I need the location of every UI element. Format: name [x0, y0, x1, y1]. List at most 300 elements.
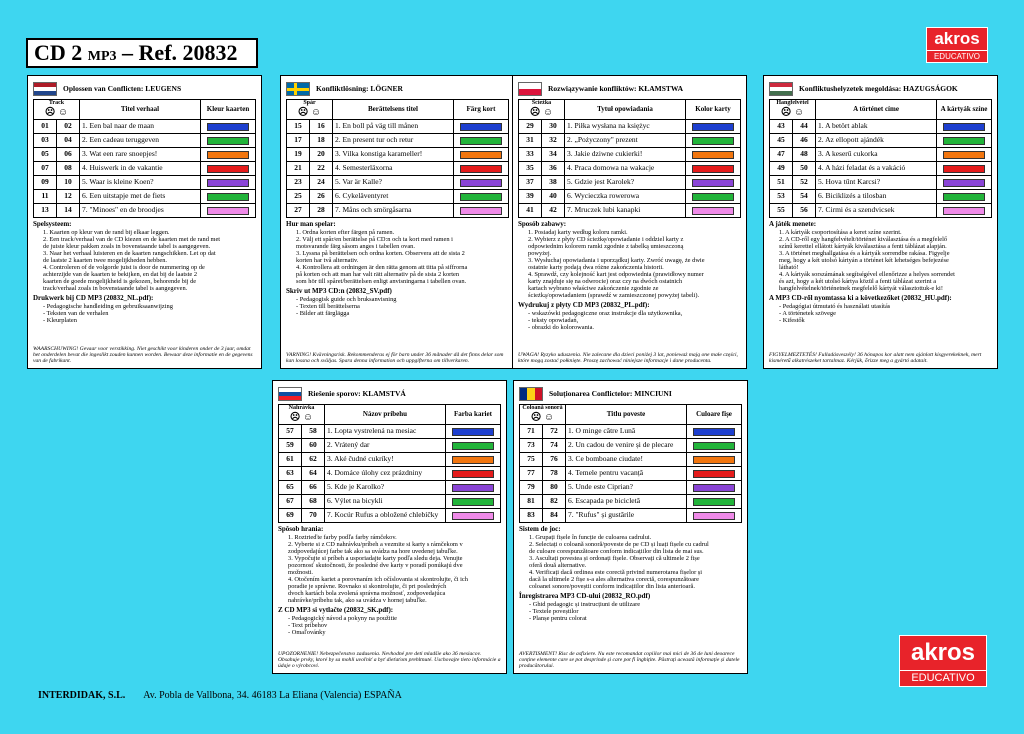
track-sad: 01 — [34, 120, 57, 134]
list-item: 2. Een track/verhaal van de CD kiezen en de kaarten met de rand met — [43, 235, 221, 243]
story-title: 5. Var är Kalle? — [333, 176, 454, 190]
color-swatch — [460, 151, 502, 159]
story-title: 2. Un cadou de venire și de plecare — [566, 439, 687, 453]
story-title: 3. Jakie dziwne cukierki! — [565, 148, 686, 162]
list-item: kaarten de goede mogelijkheid is gekozen, behorende bij de — [43, 278, 197, 286]
color-swatch — [452, 512, 494, 520]
track-sad: 25 — [287, 190, 310, 204]
sad-face-icon: ☹ — [530, 412, 542, 423]
column-color: A kártyák színe — [937, 100, 992, 120]
list-item: meg, hogy a két utolsó kártyán a történet két lehetséges befejezése — [779, 256, 949, 264]
list-item: 4. Verificați dacă ordinea este corectă privind numerotarea fișelor și — [529, 568, 703, 576]
color-swatch — [207, 179, 249, 187]
track-label: Hangfelvétel — [776, 100, 809, 106]
track-happy: 62 — [302, 453, 325, 467]
card-header — [278, 386, 501, 402]
track-happy: 70 — [302, 509, 325, 523]
track-table — [286, 99, 509, 218]
logo-sub: EDUCATIVO — [900, 670, 986, 686]
list-item: de juiste kleur pakken zoals in bovenstaande tabel is aangegeven. — [43, 242, 211, 250]
table-row — [34, 148, 256, 162]
color-swatch — [943, 165, 985, 173]
list-item: 4. Otočením kariet a porovnaním ich očíslovania si skontrolujte, či ich — [288, 575, 468, 583]
story-title: 7. "Rufus" și gustările — [566, 509, 687, 523]
column-color: Kleur kaarten — [201, 100, 256, 120]
card-sv — [280, 75, 515, 369]
happy-face-icon: ☺ — [793, 107, 805, 118]
list-item: - Pedagógiai útmutató és használati utasítás — [779, 302, 891, 310]
color-swatch — [207, 123, 249, 131]
table-row — [34, 134, 256, 148]
track-sad: 79 — [520, 481, 543, 495]
romania-flag-icon — [519, 387, 543, 401]
column-color: Culoare fișe — [687, 405, 742, 425]
print-list — [33, 303, 256, 324]
story-title: 3. Wat een rare snoepjes! — [80, 148, 201, 162]
list-item: dacă la ultimele 2 fișe s-a ales alternativa corectă, corespunzătoare — [529, 575, 699, 583]
instructions-list — [33, 229, 256, 292]
list-item: nahrávke/príbehu tak, ako sa uvádza v hornej tabuľke. — [288, 597, 427, 605]
list-item: - Kleurplaten — [43, 316, 77, 324]
track-happy: 46 — [793, 134, 816, 148]
list-item: - Teksten van de verhalen — [43, 309, 109, 317]
color-swatch — [692, 165, 734, 173]
table-row — [287, 162, 509, 176]
table-row — [519, 204, 741, 218]
table-row — [287, 190, 509, 204]
table-row — [279, 453, 501, 467]
track-sad: 81 — [520, 495, 543, 509]
instructions-list — [286, 229, 509, 285]
track-sad: 63 — [279, 467, 302, 481]
story-title: 3. Aké čudné cukríky! — [325, 453, 446, 467]
list-item: - Planșe pentru colorat — [529, 614, 587, 622]
track-label: Nahrávka — [288, 405, 315, 411]
color-swatch — [692, 179, 734, 187]
sweden-flag-icon — [286, 82, 310, 96]
track-sad: 39 — [519, 190, 542, 204]
footer-address: Av. Pobla de Vallbona, 34. 46183 La Eliana (Valencia) ESPAÑA — [143, 690, 402, 701]
list-item: powyżej. — [528, 249, 552, 257]
sad-face-icon: ☹ — [297, 107, 309, 118]
list-item: 2. Wybierz z płyty CD ścieżkę/opowiadanie i oddziel karty z — [528, 235, 684, 243]
track-sad: 51 — [770, 176, 793, 190]
color-swatch — [207, 137, 249, 145]
print-heading: Skriv ut MP3 CD:n (20832_SV.pdf) — [286, 287, 392, 296]
list-item: som hör till spåret/berättelsen enligt anvisningarna i tabellen ovan. — [296, 278, 467, 286]
story-title: 2. „Pożyczony" prezent — [565, 134, 686, 148]
list-item: track/verhaal zoals in bovenstaande tabel is aangegeven. — [43, 285, 188, 293]
story-title: 1. Een bal naar de maan — [80, 120, 201, 134]
face-icons — [519, 107, 564, 119]
track-happy: 26 — [310, 190, 333, 204]
story-title: 7. Kocúr Rufus a obložené chlebíčky — [325, 509, 446, 523]
track-sad: 27 — [287, 204, 310, 218]
track-sad: 09 — [34, 176, 57, 190]
sad-face-icon: ☹ — [780, 107, 792, 118]
table-row — [520, 425, 742, 439]
list-item: - Kifestők — [779, 316, 805, 324]
table-row — [287, 148, 509, 162]
story-title: 4. Praca domowa na wakacje — [565, 162, 686, 176]
list-item: színű kerettel ellátott kártyák kiválasztása a fenti táblázat alapján. — [779, 242, 947, 250]
track-happy: 78 — [543, 467, 566, 481]
print-list — [518, 310, 741, 331]
sad-face-icon: ☹ — [289, 412, 301, 423]
column-title: A történet címe — [816, 100, 937, 120]
story-title: 4. A házi feladat és a vakáció — [816, 162, 937, 176]
column-title: Titel verhaal — [80, 100, 201, 120]
list-item: - Pedagogisk guide och bruksanvisning — [296, 295, 397, 303]
story-title: 6. Escapada pe bicicletă — [566, 495, 687, 509]
list-item: 4. A kártyák sorszámának segítségével ellenőrizze a helyes sorrendet — [779, 270, 955, 278]
table-row — [770, 162, 992, 176]
table-row — [520, 439, 742, 453]
list-item: 2. A CD-ről egy hangfelvételt/történet kiválasztása és a megfelelő — [779, 235, 948, 243]
table-row — [287, 120, 509, 134]
table-row — [279, 425, 501, 439]
list-item: på korten och att man har valt rätt alternativ på de sista 2 korten — [296, 270, 460, 278]
happy-face-icon: ☺ — [542, 107, 554, 118]
face-icons — [279, 412, 324, 424]
track-happy: 16 — [310, 120, 333, 134]
track-happy: 58 — [302, 425, 325, 439]
track-table — [769, 99, 992, 218]
table-row — [520, 509, 742, 523]
color-swatch — [943, 137, 985, 145]
print-heading: Wydrukuj z płyty CD MP3 (20832_PL.pdf): — [518, 301, 650, 310]
color-swatch — [693, 498, 735, 506]
card-header — [519, 386, 742, 402]
list-item: 1. A kártyák csoportosítása a keret színe szerint. — [779, 228, 902, 236]
logo-name: akros — [934, 29, 980, 48]
story-title: 2. En present tur och retur — [333, 134, 454, 148]
story-title: 4. Semesterläxorna — [333, 162, 454, 176]
list-item: de culoare corespunzătoare conform indicațiilor din lista de mai sus. — [529, 547, 704, 555]
track-table — [518, 99, 741, 218]
table-row — [519, 176, 741, 190]
story-title: 2. Vrátený dar — [325, 439, 446, 453]
story-title: 6. Biciklizés a tilosban — [816, 190, 937, 204]
track-sad: 11 — [34, 190, 57, 204]
color-swatch — [207, 207, 249, 215]
list-item: látható! — [779, 263, 799, 271]
track-happy: 60 — [302, 439, 325, 453]
list-item: 3. Ascultați povestea și ordonați fișele. Observați că ultimele 2 fișe — [529, 554, 700, 562]
track-happy: 24 — [310, 176, 333, 190]
color-swatch — [452, 442, 494, 450]
story-title: 6. Cykeläventyret — [333, 190, 454, 204]
list-item: 4. Sprawdź, czy kolejność kart jest odpowiednia (prawidłowy numer — [528, 270, 704, 278]
color-swatch — [460, 137, 502, 145]
instructions-heading: Spôsob hrania: — [278, 525, 324, 533]
table-row — [34, 204, 256, 218]
list-item: motsvarande färg såsom anges i tabellen ovan. — [296, 242, 415, 250]
print-heading: Drukwerk bij CD MP3 (20832_NL.pdf): — [33, 294, 154, 303]
color-swatch — [460, 179, 502, 187]
list-item: - Omaľovánky — [288, 628, 326, 636]
track-sad: 53 — [770, 190, 793, 204]
table-row — [287, 204, 509, 218]
track-sad: 21 — [287, 162, 310, 176]
list-item: korten har två alternativ. — [296, 256, 359, 264]
track-happy: 42 — [542, 204, 565, 218]
track-table — [519, 404, 742, 523]
column-color: Kolor karty — [686, 100, 741, 120]
track-happy: 06 — [57, 148, 80, 162]
track-sad: 83 — [520, 509, 543, 523]
color-swatch — [943, 193, 985, 201]
slovakia-flag-icon — [278, 387, 302, 401]
track-sad: 15 — [287, 120, 310, 134]
story-title: 6. Een uitstapje met de fiets — [80, 190, 201, 204]
track-sad: 37 — [519, 176, 542, 190]
story-title: 1. O minge către Lună — [566, 425, 687, 439]
print-heading: Z CD MP3 si vytlačte (20832_SK.pdf): — [278, 606, 394, 615]
list-item: 4. Kontrollera att ordningen är den rätta genom att titta på siffrorna — [296, 263, 468, 271]
card-ro — [513, 380, 748, 674]
warning-text: FIGYELMEZTETÉS! Fulladásveszély! 36 hónapos kor alatt nem ajánlott kisgyerekeknek, mert kisméretű alkatrészeket tartalmaz. Kérjük, őrizze meg a gyártó adatait. — [769, 351, 982, 364]
logo-name: akros — [910, 639, 976, 666]
table-row — [520, 467, 742, 481]
table-row — [279, 495, 501, 509]
story-title: 2. Az ellopott ajándék — [816, 134, 937, 148]
print-heading: A MP3 CD-ről nyomtassa ki a következőket (20832_HU.pdf): — [769, 294, 952, 303]
warning-text: AVERTISMENT! Risc de asfixiere. Nu este recomandat copiilor mai mici de 36 de luni deoarece conține elemente care se pot desprinde și care pot fi înghițite. Păstrați această informație și datele producătorului. — [519, 650, 740, 669]
color-swatch — [692, 123, 734, 131]
story-title: 5. Hova tűnt Karcsi? — [816, 176, 937, 190]
instructions-list — [769, 229, 992, 292]
track-happy: 36 — [542, 162, 565, 176]
story-title: 4. Domáce úlohy cez prázdniny — [325, 467, 446, 481]
list-item: - Pedagogische handleiding en gebruiksaanwijzing — [43, 302, 173, 310]
track-happy: 66 — [302, 481, 325, 495]
card-nl — [27, 75, 262, 369]
list-item: ścieżką/opowiadaniem (sprawdź w zamieszczonej powyżej tabeli). — [528, 292, 700, 300]
akros-logo — [926, 27, 988, 63]
happy-face-icon: ☺ — [543, 412, 555, 423]
list-item: pozornosť skutočnosti, že posledné dve karty v poradí ponúkajú dve — [288, 561, 463, 569]
table-row — [279, 509, 501, 523]
track-happy: 56 — [793, 204, 816, 218]
list-item: - wskazówki pedagogiczne oraz instrukcje dla użytkownika, — [528, 309, 683, 317]
list-item: - Bilder att färglägga — [296, 309, 350, 317]
color-swatch — [692, 151, 734, 159]
story-title: 1. A betört ablak — [816, 120, 937, 134]
list-item: - teksty opowiadań, — [528, 316, 579, 324]
track-label: Ścieżka — [531, 100, 552, 106]
color-swatch — [693, 512, 735, 520]
table-row — [770, 134, 992, 148]
track-happy: 64 — [302, 467, 325, 481]
warning-text: WAARSCHUWING! Gevaar voor verstikking. Niet geschikt voor kinderen onder de 3 jaar, omdat het onderdelen bevat die ingeslikt zouden kunnen worden. Bewaar deze informatie en de gegevens van de fabrikant. — [33, 345, 253, 364]
story-title: 6. Výlet na bicykli — [325, 495, 446, 509]
track-happy: 34 — [542, 148, 565, 162]
track-happy: 08 — [57, 162, 80, 176]
story-title: 7. Mruczek lubi kanapki — [565, 204, 686, 218]
list-item: 1. Kaarten op kleur van de rand bij elkaar leggen. — [43, 228, 170, 236]
list-item: coloanei sonore/poveștii conform indicațiilor din lista anterioară. — [529, 583, 695, 591]
sad-face-icon: ☹ — [529, 107, 541, 118]
color-swatch — [693, 470, 735, 478]
track-sad: 69 — [279, 509, 302, 523]
color-swatch — [943, 123, 985, 131]
story-title: 7. Måns och smörgåsarna — [333, 204, 454, 218]
table-row — [770, 190, 992, 204]
color-swatch — [460, 123, 502, 131]
track-label: Track — [48, 100, 65, 106]
list-item: odpowiednim kolorem ramki zgodnie z tabelką umieszczoną — [528, 242, 684, 250]
story-title: 3. A keserű cukorka — [816, 148, 937, 162]
track-sad: 77 — [520, 467, 543, 481]
track-happy: 38 — [542, 176, 565, 190]
happy-face-icon: ☺ — [57, 107, 69, 118]
table-row — [770, 120, 992, 134]
card-title: Soluționarea Conflictelor: MINCIUNI — [549, 388, 672, 398]
track-happy: 44 — [793, 120, 816, 134]
table-row — [520, 495, 742, 509]
story-title: 4. Huiswerk in de vakantie — [80, 162, 201, 176]
color-swatch — [693, 456, 735, 464]
track-sad: 59 — [279, 439, 302, 453]
list-item: zodpovedajúcej farbe tak ako sa uvádza na hore uvedenej tabuľke. — [288, 547, 458, 555]
instructions-list — [278, 534, 501, 604]
list-item: 3. Wysłuchaj opowiadania i uporządkuj karty. Zwróć uwagę, że dwie — [528, 256, 705, 264]
track-happy: 50 — [793, 162, 816, 176]
track-happy: 54 — [793, 190, 816, 204]
track-sad: 61 — [279, 453, 302, 467]
print-list — [519, 601, 742, 622]
list-item: - Pedagogický návod a pokyny na použitie — [288, 614, 397, 622]
list-item: - Texten till berättelserna — [296, 302, 360, 310]
color-swatch — [460, 165, 502, 173]
track-happy: 74 — [543, 439, 566, 453]
warning-text: UPOZORNENIE! Nebezpečenstvo zadusenia. Nevhodné pre deti mladšie ako 36 mesiacov. Obsahuje prvky, ktoré by sa mohli uvoľniť a byť dieťaťom prehltnuté. Uschovajte tieto informácie a údaje o výrobcovi. — [278, 650, 501, 669]
card-title: Oplossen van Conflicten: LEUGENS — [63, 83, 182, 93]
track-happy: 12 — [57, 190, 80, 204]
story-title: 1. Piłka wysłana na księżyc — [565, 120, 686, 134]
sad-face-icon: ☹ — [44, 107, 56, 118]
track-sad: 13 — [34, 204, 57, 218]
print-heading: Înregistrarea MP3 CD-ului (20832_RO.pdf) — [519, 592, 651, 601]
list-item: 3. Vypočujte si príbeh a usporiadajte karty podľa sledu deja. Venujte — [288, 554, 463, 562]
track-sad: 29 — [519, 120, 542, 134]
track-happy: 48 — [793, 148, 816, 162]
color-swatch — [460, 193, 502, 201]
list-item: - obrazki do kolorowania. — [528, 323, 595, 331]
list-item: 4. Controleren of de volgorde juist is door de nummering op de — [43, 263, 205, 271]
print-list — [278, 615, 501, 636]
face-icons — [34, 107, 79, 119]
column-color: Farba kariet — [446, 405, 501, 425]
table-row — [519, 148, 741, 162]
table-row — [279, 481, 501, 495]
story-title: 5. Gdzie jest Karolek? — [565, 176, 686, 190]
track-table — [33, 99, 256, 218]
list-item: és azt, hogy a két utolsó kártya közül a fenti táblázat szerint a — [779, 278, 937, 286]
color-swatch — [207, 165, 249, 173]
footer-company: INTERDIDAK, S.L. — [38, 690, 126, 701]
track-label: Coloană sonoră — [522, 405, 563, 411]
color-swatch — [207, 193, 249, 201]
face-icons — [520, 412, 565, 424]
track-sad: 41 — [519, 204, 542, 218]
list-item: možnosti. — [288, 568, 314, 576]
list-item: 1. Posiadaj karty według koloru ramki. — [528, 228, 628, 236]
card-header — [33, 81, 256, 97]
story-title: 1. En boll på väg till månen — [333, 120, 454, 134]
track-happy: 14 — [57, 204, 80, 218]
list-item: karty znajduje się na odwrocie) oraz czy na dwóch ostatnich — [528, 278, 683, 286]
track-happy: 72 — [543, 425, 566, 439]
print-list — [286, 296, 509, 317]
track-happy: 30 — [542, 120, 565, 134]
list-item: achterzijde van de kaarten te bekijken, en dat bij de laatste 2 — [43, 270, 198, 278]
story-title: 2. Een cadeau teruggeven — [80, 134, 201, 148]
table-row — [519, 134, 741, 148]
color-swatch — [452, 456, 494, 464]
color-swatch — [693, 428, 735, 436]
card-title: Konfliktushelyzetek megoldása: HAZUGSÁGOK — [799, 83, 958, 93]
track-happy: 28 — [310, 204, 333, 218]
logo-sub: EDUCATIVO — [927, 50, 987, 62]
color-swatch — [452, 484, 494, 492]
print-list — [769, 303, 992, 324]
list-item: 1. Ordna korten efter färgen på ramen. — [296, 228, 395, 236]
track-happy: 20 — [310, 148, 333, 162]
face-icons — [770, 107, 815, 119]
table-row — [519, 120, 741, 134]
happy-face-icon: ☺ — [302, 412, 314, 423]
column-title: Tytuł opowiadania — [565, 100, 686, 120]
card-hu — [763, 75, 998, 369]
track-happy: 84 — [543, 509, 566, 523]
table-row — [287, 176, 509, 190]
track-sad: 71 — [520, 425, 543, 439]
table-row — [279, 439, 501, 453]
list-item: 1. Grupați fișele în funcție de culoarea cadrului. — [529, 533, 652, 541]
column-title: Názov príbehu — [325, 405, 446, 425]
track-sad: 43 — [770, 120, 793, 134]
track-sad: 03 — [34, 134, 57, 148]
list-item: kartach wybrano właściwe zakończenie zgodnie ze — [528, 285, 659, 293]
akros-logo-bottom — [899, 635, 987, 687]
track-happy: 40 — [542, 190, 565, 204]
track-sad: 75 — [520, 453, 543, 467]
list-item: - A történetek szövege — [779, 309, 836, 317]
list-item: 2. Välj ett spår/en berättelse på CD:n och ta kort med ramen i — [296, 235, 453, 243]
table-row — [34, 162, 256, 176]
footer — [38, 690, 402, 701]
story-title: 7. "Minoes" en de broodjes — [80, 204, 201, 218]
color-swatch — [452, 498, 494, 506]
color-swatch — [693, 442, 735, 450]
card-header — [518, 81, 741, 97]
instructions-heading: Sposób zabawy: — [518, 220, 567, 228]
color-swatch — [452, 470, 494, 478]
track-happy: 02 — [57, 120, 80, 134]
list-item: 2. Selectați o coloană sonoră/poveste de pe CD și luați fișele cu cadrul — [529, 540, 709, 548]
instructions-heading: A játék menete: — [769, 220, 817, 228]
happy-face-icon: ☺ — [310, 107, 322, 118]
track-sad: 73 — [520, 439, 543, 453]
table-row — [519, 162, 741, 176]
story-title: 4. Temele pentru vacanță — [566, 467, 687, 481]
list-item: de laatste 2 kaarten twee mogelijkheden hebben. — [43, 256, 168, 264]
face-icons — [287, 107, 332, 119]
track-sad: 45 — [770, 134, 793, 148]
list-item: 3. Naar het verhaal luisteren en de kaarten rangschikken. Let op dat — [43, 249, 216, 257]
